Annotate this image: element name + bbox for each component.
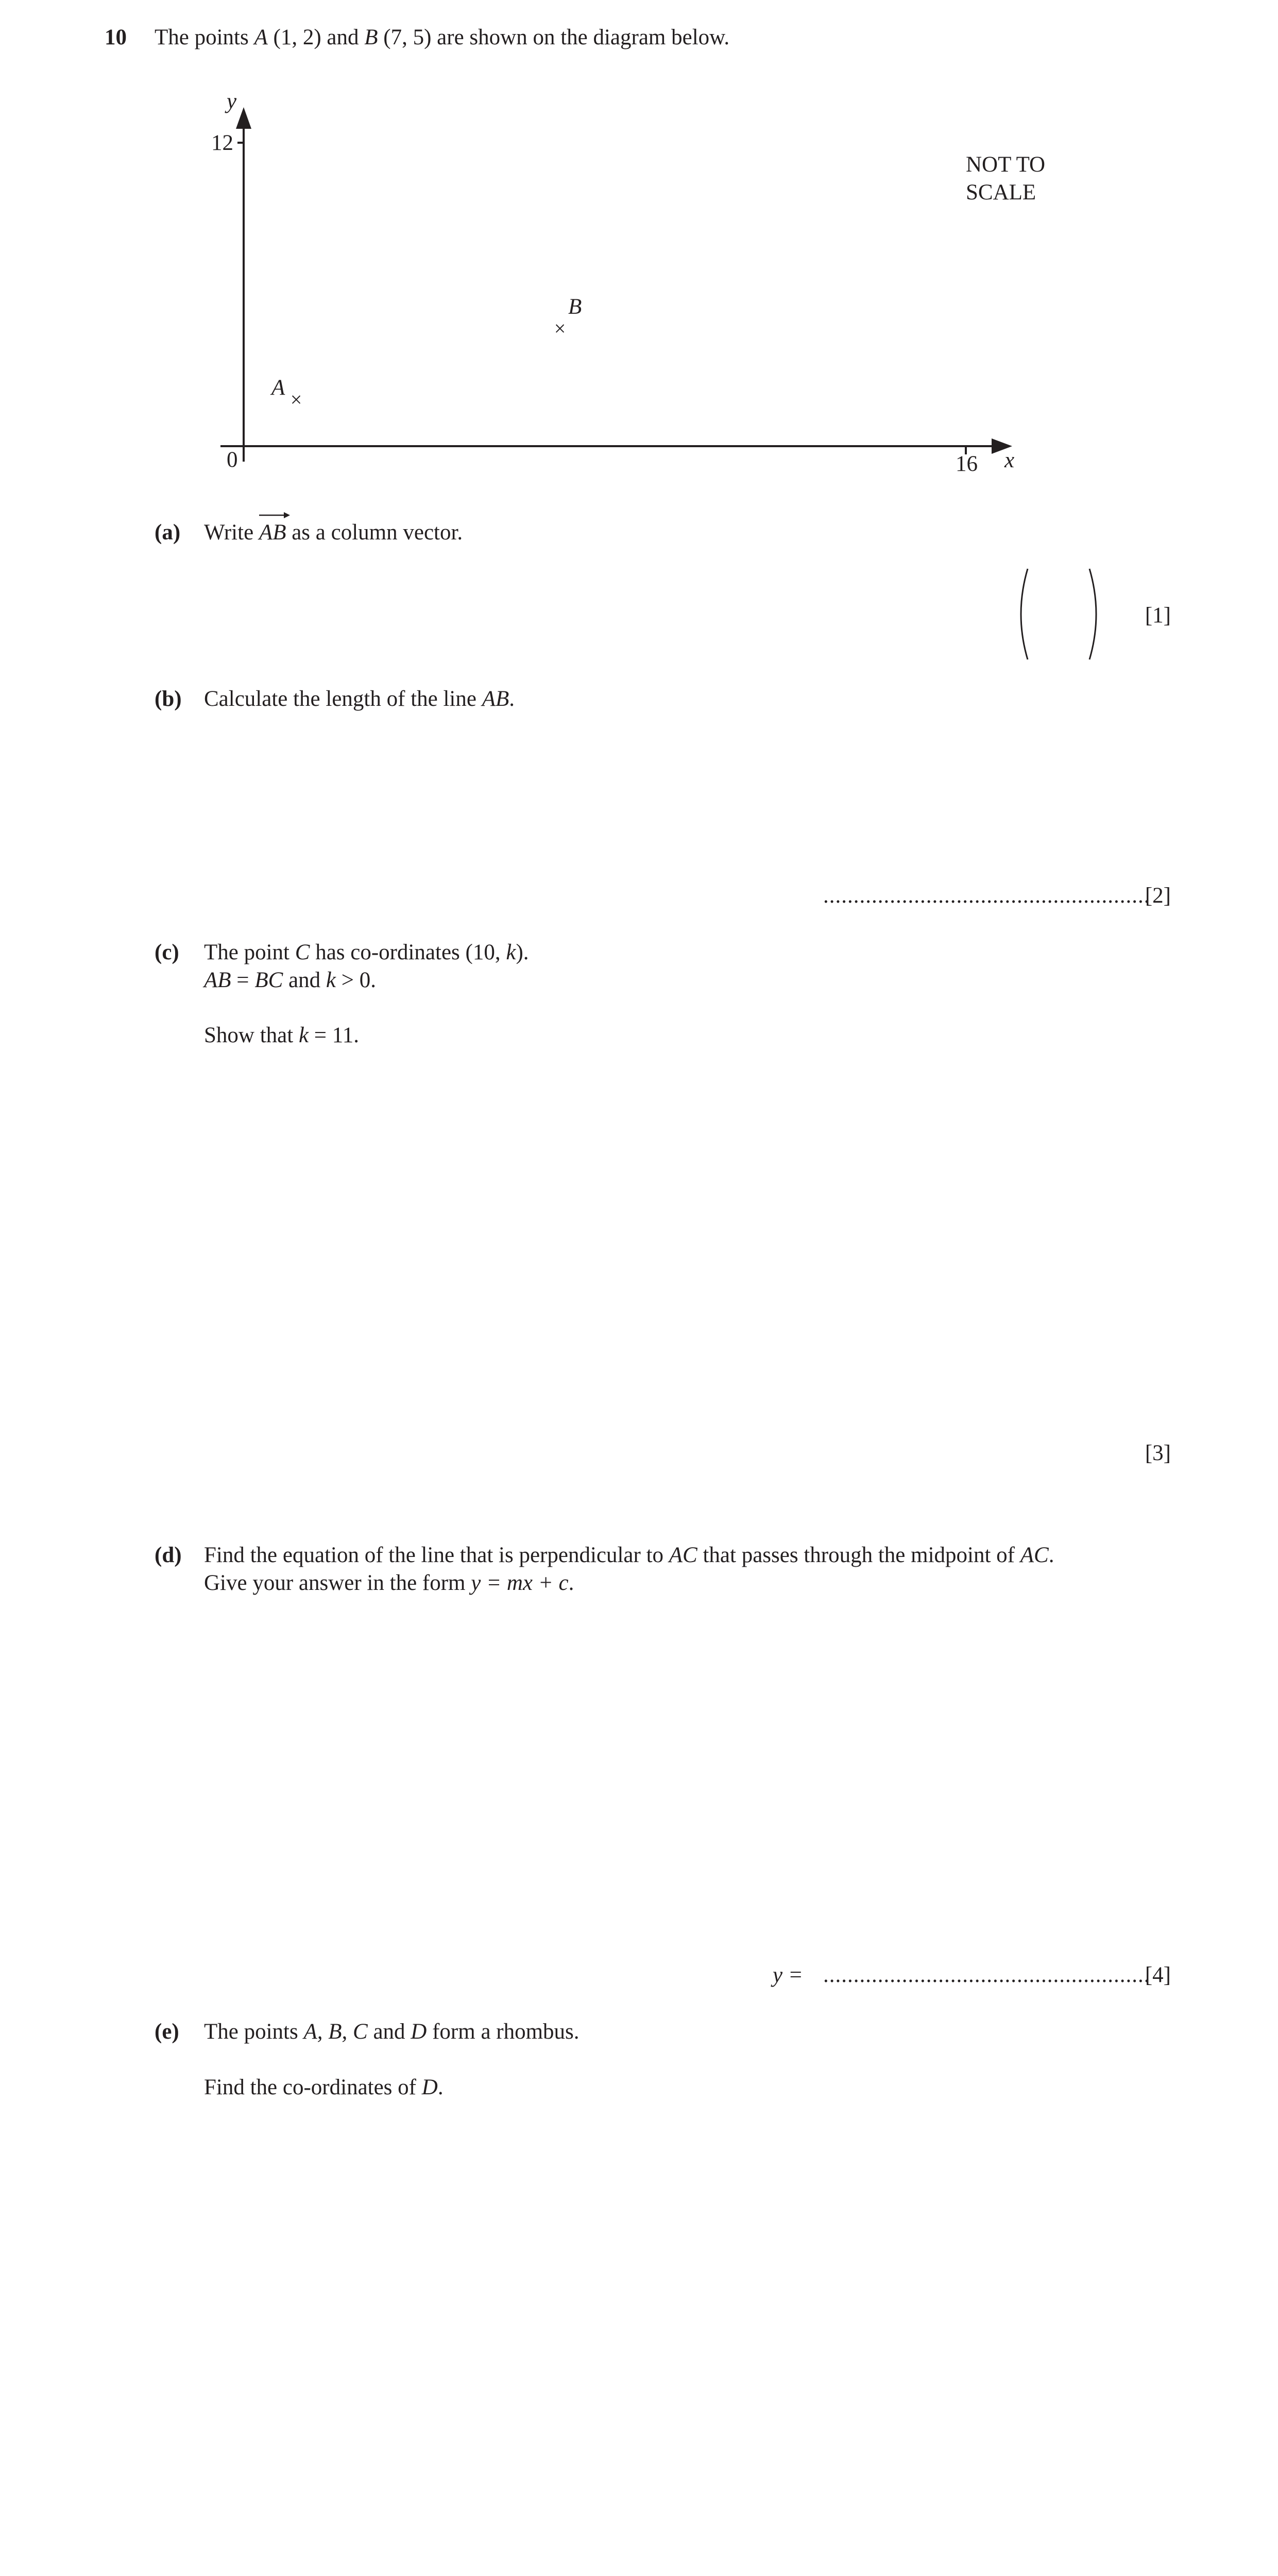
part-e-l1-text-1: The points	[204, 2020, 304, 2044]
part-c-and: and	[283, 968, 326, 992]
part-c-bc: BC	[254, 968, 283, 992]
intro-point-a: A	[254, 25, 268, 49]
part-c-label: (c)	[155, 940, 179, 964]
part-e-label: (e)	[155, 2020, 179, 2044]
part-a-text	[204, 519, 463, 547]
part-d-answer-prefix: y =	[773, 1963, 803, 1987]
part-c-ab: AB	[204, 968, 231, 992]
part-c-line2	[204, 967, 376, 994]
not-to-scale-line2: SCALE	[966, 180, 1036, 205]
part-c-l1-k: k	[506, 940, 516, 964]
part-d-l1-text-2: that passes through the midpoint of	[697, 1543, 1020, 1567]
part-e-l2-text-1: Find the co-ordinates of	[204, 2075, 422, 2099]
part-d-ac-1: AC	[669, 1543, 697, 1567]
vector-ab	[259, 519, 286, 547]
y-axis-arrowhead	[236, 107, 251, 129]
part-d-form: y = mx + c	[471, 1571, 569, 1595]
column-vector-brackets	[1017, 567, 1100, 662]
part-c-l3-text-2: = 11.	[309, 1023, 359, 1047]
part-c-l3-k: k	[298, 1023, 309, 1047]
part-d-line2	[204, 1569, 574, 1597]
part-c-l1-text-3: ).	[516, 940, 529, 964]
part-c-l2-k: k	[326, 968, 336, 992]
part-e-points: A, B, C	[303, 2020, 368, 2044]
vector-ab-label: AB	[259, 520, 286, 545]
part-c-point-c: C	[295, 940, 310, 964]
part-b-answer-line[interactable]: ......................................................	[823, 884, 1150, 908]
x-tick-label: 16	[956, 452, 978, 476]
intro-point-b: B	[364, 25, 378, 49]
part-e-line2	[204, 2074, 444, 2102]
part-e-line1	[204, 2018, 580, 2046]
part-d-line1	[204, 1541, 1054, 1569]
left-bracket-icon	[1021, 569, 1028, 659]
part-b-label: (b)	[155, 687, 182, 711]
part-e-l1-text-2: form a rhombus.	[427, 2020, 580, 2044]
part-d-l2-text-2: .	[568, 1571, 574, 1595]
part-d-l1-text-1: Find the equation of the line that is perpendicular to	[204, 1543, 669, 1567]
part-a-text-2: as a column vector.	[286, 520, 463, 545]
part-c-l1-text-2: has co-ordinates (10,	[310, 940, 506, 964]
part-e-and: and	[367, 2020, 411, 2044]
part-b-text-2: .	[509, 687, 515, 711]
part-d-label: (d)	[155, 1543, 182, 1567]
part-d-ac-2: AC	[1020, 1543, 1049, 1567]
part-d-l2-text-1: Give your answer in the form	[204, 1571, 471, 1595]
vector-arrow-icon	[259, 512, 290, 519]
y-axis-label: y	[227, 89, 237, 113]
intro-text-1: The points	[155, 25, 254, 49]
point-b-marker: ×	[554, 317, 566, 340]
part-c-line3	[204, 1022, 359, 1049]
part-a-text-1: Write	[204, 520, 259, 545]
part-a-mark: [1]	[1145, 603, 1171, 628]
part-c-mark: [3]	[1145, 1441, 1171, 1465]
part-b-mark: [2]	[1145, 884, 1171, 908]
point-b-label: B	[568, 295, 582, 319]
part-c-gt: > 0.	[335, 968, 376, 992]
right-bracket-icon	[1089, 569, 1096, 659]
part-b-ab: AB	[482, 687, 509, 711]
part-e-point-d: D	[411, 2020, 427, 2044]
origin-label: 0	[227, 448, 238, 472]
not-to-scale-line1: NOT TO	[966, 152, 1046, 177]
part-c-line1	[204, 939, 529, 967]
y-tick-label: 12	[211, 131, 233, 155]
part-c-l3-text-1: Show that	[204, 1023, 299, 1047]
point-a-marker: ×	[290, 388, 302, 411]
part-a-label: (a)	[155, 520, 181, 545]
question-number: 10	[105, 25, 127, 49]
part-e-l2-text-2: .	[437, 2075, 444, 2099]
intro-text-3: (7, 5) are shown on the diagram below.	[378, 25, 730, 49]
x-axis-label: x	[1004, 448, 1015, 472]
part-d-l1-text-3: .	[1048, 1543, 1054, 1567]
part-c-eq: =	[231, 968, 255, 992]
part-b-text-1: Calculate the length of the line	[204, 687, 482, 711]
coordinate-diagram	[0, 0, 1278, 515]
intro-text-2: (1, 2) and	[267, 25, 365, 49]
part-b-text	[204, 685, 515, 713]
part-d-mark: [4]	[1145, 1963, 1171, 1987]
point-a-label: A	[271, 376, 285, 400]
part-c-l1-text-1: The point	[204, 940, 295, 964]
part-d-answer-line[interactable]: ......................................................	[823, 1963, 1150, 1987]
part-e-l2-d: D	[421, 2075, 438, 2099]
